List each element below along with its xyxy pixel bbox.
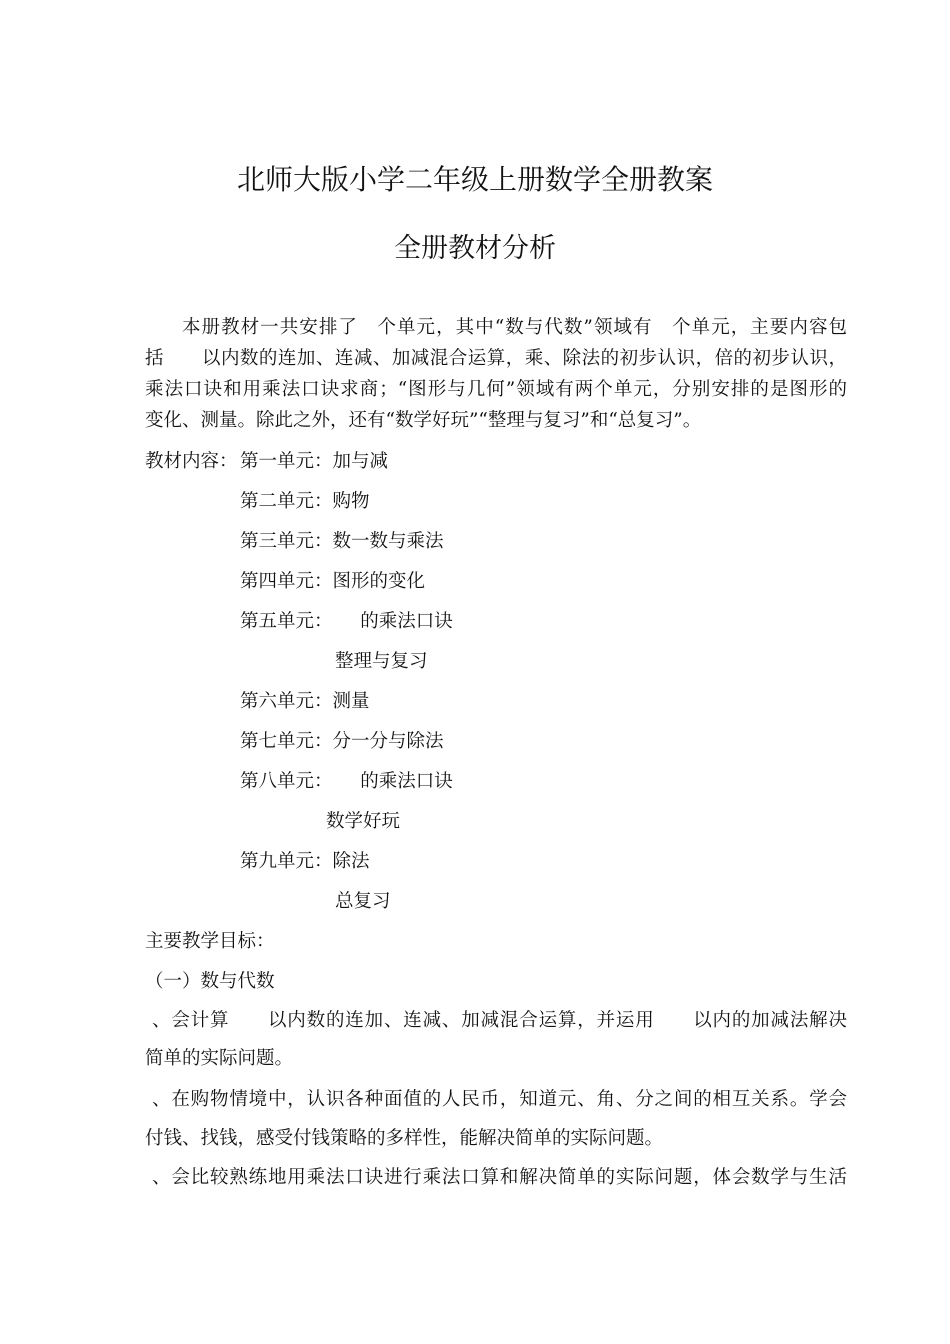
intro-line-3: 乘法口诀和用乘法口诀求商；“图形与几何”领域有两个单元，分别安排的是图形的	[145, 379, 847, 400]
contents-item: 第三单元：数一数与乘法	[240, 531, 444, 552]
document-subtitle: 全册教材分析	[394, 233, 556, 264]
section-heading: （一）数与代数	[145, 971, 275, 992]
contents-item: 第二单元：购物	[240, 491, 370, 512]
contents-item: 第九单元：除法	[240, 851, 370, 872]
contents-label: 教材内容：	[145, 451, 238, 472]
contents-item: 第四单元：图形的变化	[240, 571, 426, 592]
contents-item: 数学好玩	[326, 811, 401, 832]
intro-line-2: 括 以内数的连加、连减、加减混合运算，乘、除法的初步认识，倍的初步认识，	[145, 348, 847, 369]
contents-item: 总复习	[335, 891, 391, 912]
document-title: 北师大版小学二年级上册数学全册教案	[236, 163, 713, 196]
contents-item: 整理与复习	[335, 651, 428, 672]
intro-line-1: 本册教材一共安排了 个单元，其中“数与代数”领域有 个单元，主要内容包	[182, 317, 847, 338]
goal-line: 、在购物情境中，认识各种面值的人民币，知道元、角、分之间的相互关系。学会	[152, 1089, 847, 1110]
contents-item: 第一单元：加与减	[240, 451, 389, 472]
contents-item: 第八单元： 的乘法口诀	[240, 771, 453, 792]
goals-label: 主要教学目标：	[145, 931, 275, 952]
goal-line: 付钱、找钱，感受付钱策略的多样性，能解决简单的实际问题。	[145, 1128, 664, 1149]
goal-line: 、会计算 以内数的连加、连减、加减混合运算，并运用 以内的加减法解决	[152, 1010, 847, 1031]
goal-line: 简单的实际问题。	[145, 1048, 294, 1069]
contents-item: 第六单元：测量	[240, 691, 370, 712]
intro-line-4: 变化、测量。除此之外，还有“数学好玩”“整理与复习”和“总复习”。	[145, 410, 702, 431]
goal-line: 、会比较熟练地用乘法口诀进行乘法口算和解决简单的实际问题，体会数学与生活	[152, 1167, 847, 1188]
contents-item: 第五单元： 的乘法口诀	[240, 611, 453, 632]
contents-item: 第七单元：分一分与除法	[240, 731, 444, 752]
